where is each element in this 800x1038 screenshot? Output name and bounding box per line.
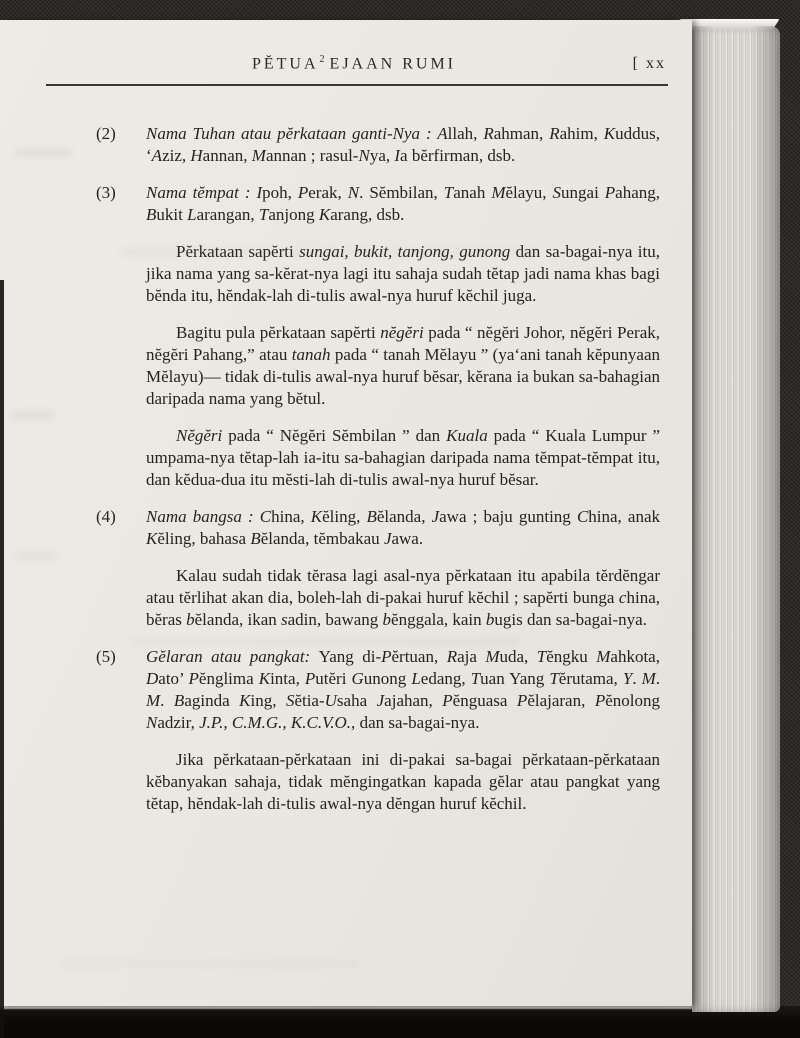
page-header: [0, 20, 692, 73]
text-run: ahkota,: [610, 647, 660, 667]
italic-text-run: T: [443, 183, 454, 203]
italic-text-run: P: [304, 669, 316, 689]
text-run: Jika pĕrkataan-pĕrkataan ini di-pakai sa-bagai pĕrkataan-pĕrkataan kĕbanyakan sahaja, tidak mĕngingatkan kapada gĕlar atau pangkat yang tĕtap, hĕndak-lah di-tulis awal-nya dĕngan huruf kĕchil.: [146, 750, 660, 814]
italic-text-run: N: [146, 713, 158, 733]
italic-text-run: K: [310, 507, 323, 527]
text-run: ĕtia-: [294, 691, 325, 711]
paragraph: [146, 565, 660, 631]
italic-text-run: R: [446, 647, 458, 667]
text-run: Yang di-: [318, 647, 382, 667]
italic-text-run: R: [483, 124, 494, 144]
photo-left-edge: [0, 280, 4, 1038]
italic-text-run: B: [146, 205, 157, 225]
italic-text-run: Gĕlaran atau pangkat:: [146, 647, 319, 667]
italic-text-run: L: [411, 669, 421, 689]
show-through-smudge: [120, 248, 540, 256]
italic-text-run: T: [549, 669, 559, 689]
italic-text-run: R: [549, 124, 560, 144]
italic-text-run: U: [324, 691, 337, 711]
numbered-item: [96, 506, 661, 550]
italic-text-run: P: [594, 691, 606, 711]
italic-text-run: C: [259, 507, 272, 527]
show-through-smudge: [130, 638, 520, 646]
italic-text-run: J: [376, 691, 385, 711]
italic-text-run: M: [485, 647, 500, 667]
paragraph: [146, 425, 660, 491]
italic-text-run: A: [437, 124, 448, 144]
item-number: (3): [96, 183, 116, 203]
italic-text-run: D: [146, 669, 159, 689]
italic-text-run: M: [491, 183, 506, 203]
text-run: uda,: [499, 647, 537, 667]
italic-text-run: b: [485, 610, 495, 630]
italic-text-run: M: [641, 669, 656, 689]
italic-text-run: b: [186, 610, 195, 630]
title-superscript: 2: [319, 54, 325, 65]
text-run: llah,: [447, 124, 484, 144]
text-run: adin, bawang: [287, 610, 383, 630]
text-run: ungai: [561, 183, 605, 203]
text-run: saha: [336, 691, 377, 711]
text-run: pada “ Kuala Lumpur ” umpama-nya tĕtap-lah ia-itu sa-bahagian daripada nama tĕmpat-tĕmpat itu, dan kĕdua-dua itu mĕsti-lah di-tulis awal-nya huruf bĕsar.: [146, 426, 660, 490]
text-run: erak,: [308, 183, 348, 203]
italic-text-run: I: [256, 183, 263, 203]
show-through-smudge: [60, 960, 360, 968]
text-run: ĕngku: [546, 647, 597, 667]
italic-text-run: T: [536, 647, 547, 667]
italic-text-run: Nama tĕmpat :: [146, 183, 257, 203]
text-run: Bagitu pula pĕrkataan sapĕrti: [176, 323, 381, 343]
text-run: ĕlanda, ikan: [194, 610, 282, 630]
book-page: [0, 20, 692, 1006]
paragraph: [146, 749, 660, 815]
italic-text-run: P: [442, 691, 453, 711]
text-run: ukit: [156, 205, 188, 225]
italic-text-run: s: [281, 610, 288, 630]
running-title-rest: EJAAN RUMI: [329, 55, 456, 73]
book-bottom-shadow: [0, 1006, 800, 1038]
text-run: ahim,: [559, 124, 604, 144]
numbered-item: [96, 182, 661, 226]
text-run: ĕrtuan,: [391, 647, 447, 667]
italic-text-run: K: [603, 124, 616, 144]
item-number: (5): [96, 647, 116, 667]
italic-text-run: G: [351, 669, 364, 689]
text-run: ugis dan sa-bagai-nya.: [494, 610, 647, 630]
italic-text-run: M: [146, 691, 161, 711]
italic-text-run: A: [151, 146, 163, 166]
text-run: edang,: [420, 669, 471, 689]
text-run: dan sa-bagai-nya.: [355, 713, 480, 733]
italic-text-run: K: [258, 669, 271, 689]
italic-text-run: Nama Tuhan atau pĕrkataan ganti-Nya :: [146, 124, 438, 144]
text-run: uan Yang: [480, 669, 550, 689]
italic-text-run: P: [381, 647, 392, 667]
text-run: hina, bĕras: [146, 588, 660, 630]
text-run: annan ; rasul-: [265, 146, 359, 166]
italic-text-run: b: [382, 610, 392, 630]
italic-text-run: N: [358, 146, 370, 166]
text-run: aginda: [184, 691, 240, 711]
text-run: .: [632, 669, 642, 689]
text-run: pada “ Nĕgĕri Sĕmbilan ” dan: [222, 426, 447, 446]
paragraph: [146, 322, 660, 410]
text-run: Kalau sudah tidak tĕrasa lagi asal-nya pĕrkataan itu apabila tĕrdĕngar atau tĕrlihat akan dia, boleh-lah di-pakai huruf kĕchil ; sapĕrti bunga: [146, 566, 660, 608]
text-run: arangan,: [196, 205, 259, 225]
italic-text-run: nĕgĕri: [380, 323, 424, 343]
text-run: awa ; baju gunting: [439, 507, 577, 527]
italic-text-run: B: [366, 507, 377, 527]
italic-text-run: S: [285, 691, 295, 711]
page-number: [ xx: [632, 55, 666, 72]
italic-text-run: P: [516, 691, 528, 711]
text-run: ĕling,: [322, 507, 367, 527]
text-run: anah: [453, 183, 492, 203]
italic-text-run: M: [596, 647, 611, 667]
text-run: dan sa-bagai-nya itu, jika nama yang sa-kĕrat-nya lagi itu sahaja sudah tĕtap jadi nama khas bagi bĕnda itu, hĕndak-lah di-tulis awal-nya huruf kĕchil juga.: [146, 242, 660, 306]
italic-text-run: P: [188, 669, 199, 689]
text-run: ato’: [158, 669, 189, 689]
text-run: ĕlajaran,: [527, 691, 595, 711]
text-run: ĕling, bahasa: [157, 529, 251, 549]
italic-text-run: Nĕgĕri: [176, 426, 223, 446]
item-number: (2): [96, 124, 116, 144]
book-page-edges: [692, 26, 780, 1012]
italic-text-run: M: [251, 146, 266, 166]
text-run: .: [160, 691, 174, 711]
italic-text-run: H: [190, 146, 203, 166]
italic-text-run: C: [576, 507, 589, 527]
italic-text-run: J: [431, 507, 440, 527]
text-run: hina,: [271, 507, 311, 527]
text-run: ziz,: [162, 146, 191, 166]
italic-text-run: L: [187, 205, 197, 225]
text-run: inta,: [270, 669, 305, 689]
italic-text-run: B: [250, 529, 261, 549]
italic-text-run: J.P., C.M.G., K.C.V.O.,: [199, 713, 356, 733]
italic-text-run: tanah: [291, 345, 331, 365]
header-rule: [46, 84, 668, 86]
italic-text-run: S: [552, 183, 562, 203]
italic-text-run: P: [297, 183, 309, 203]
item-number: (4): [96, 507, 116, 527]
text-run: ĕnolong: [605, 691, 661, 711]
text-run: arang, dsb.: [330, 205, 405, 225]
italic-text-run: N: [347, 183, 360, 203]
text-run: ĕlanda, tĕmbakau: [260, 529, 384, 549]
text-run: annan,: [202, 146, 252, 166]
text-run: uddus, ‘: [146, 124, 660, 166]
italic-text-run: K: [318, 205, 331, 225]
running-title: [252, 54, 456, 73]
text-run: aja: [457, 647, 486, 667]
italic-text-run: T: [258, 205, 269, 225]
text-run: ĕrutama,: [558, 669, 623, 689]
show-through-smudge: [14, 148, 72, 158]
show-through-smudge: [16, 552, 56, 561]
text-run: adzir,: [157, 713, 200, 733]
italic-text-run: I: [394, 146, 401, 166]
text-run: awa.: [391, 529, 424, 549]
italic-text-run: c: [618, 588, 627, 608]
text-run: anjong: [268, 205, 319, 225]
text-run: ya,: [369, 146, 395, 166]
text-run: .: [655, 669, 661, 689]
text-run: ahang,: [615, 183, 661, 203]
italic-text-run: T: [470, 669, 481, 689]
text-run: ĕnggala, kain: [391, 610, 486, 630]
italic-text-run: P: [604, 183, 616, 203]
text-run: Pĕrkataan sapĕrti: [176, 242, 300, 262]
italic-text-run: J: [383, 529, 392, 549]
italic-text-run: Kuala: [446, 426, 488, 446]
italic-text-run: B: [173, 691, 185, 711]
italic-text-run: sungai, bukit, tanjong, gunong: [299, 242, 511, 262]
text-run: ing,: [250, 691, 286, 711]
numbered-item: [96, 123, 660, 167]
numbered-item: [96, 646, 661, 734]
text-run: . Sĕmbilan,: [359, 183, 444, 203]
running-title-main: PĔTUA: [251, 55, 319, 73]
show-through-smudge: [10, 410, 54, 420]
text-run: ĕlanda,: [376, 507, 432, 527]
italic-text-run: K: [146, 529, 158, 549]
text-run: ĕnglima: [198, 669, 259, 689]
text-run: hina, anak: [588, 507, 661, 527]
italic-text-run: Y: [622, 669, 633, 689]
text-run: unong: [363, 669, 412, 689]
text-run: ĕnguasa: [452, 691, 517, 711]
text-run: pada “ tanah Mĕlayu ” (ya‘ani tanah kĕpunyaan Mĕlayu)— tidak di-tulis awal-nya huruf bĕsar, kĕrana ia bukan sa-bahagian daripada nama yang bĕtul.: [146, 345, 661, 409]
text-column: [96, 123, 661, 815]
italic-text-run: K: [239, 691, 251, 711]
text-run: ahman,: [493, 124, 550, 144]
italic-text-run: Nama bangsa :: [146, 507, 260, 527]
text-run: poh,: [262, 183, 298, 203]
text-run: ajahan,: [384, 691, 443, 711]
text-run: ĕlayu,: [505, 183, 553, 203]
text-run: utĕri: [315, 669, 352, 689]
text-run: pada “ nĕgĕri Johor, nĕgĕri Perak, nĕgĕri Pahang,” atau: [146, 323, 661, 365]
text-run: a bĕrfirman, dsb.: [400, 146, 516, 166]
